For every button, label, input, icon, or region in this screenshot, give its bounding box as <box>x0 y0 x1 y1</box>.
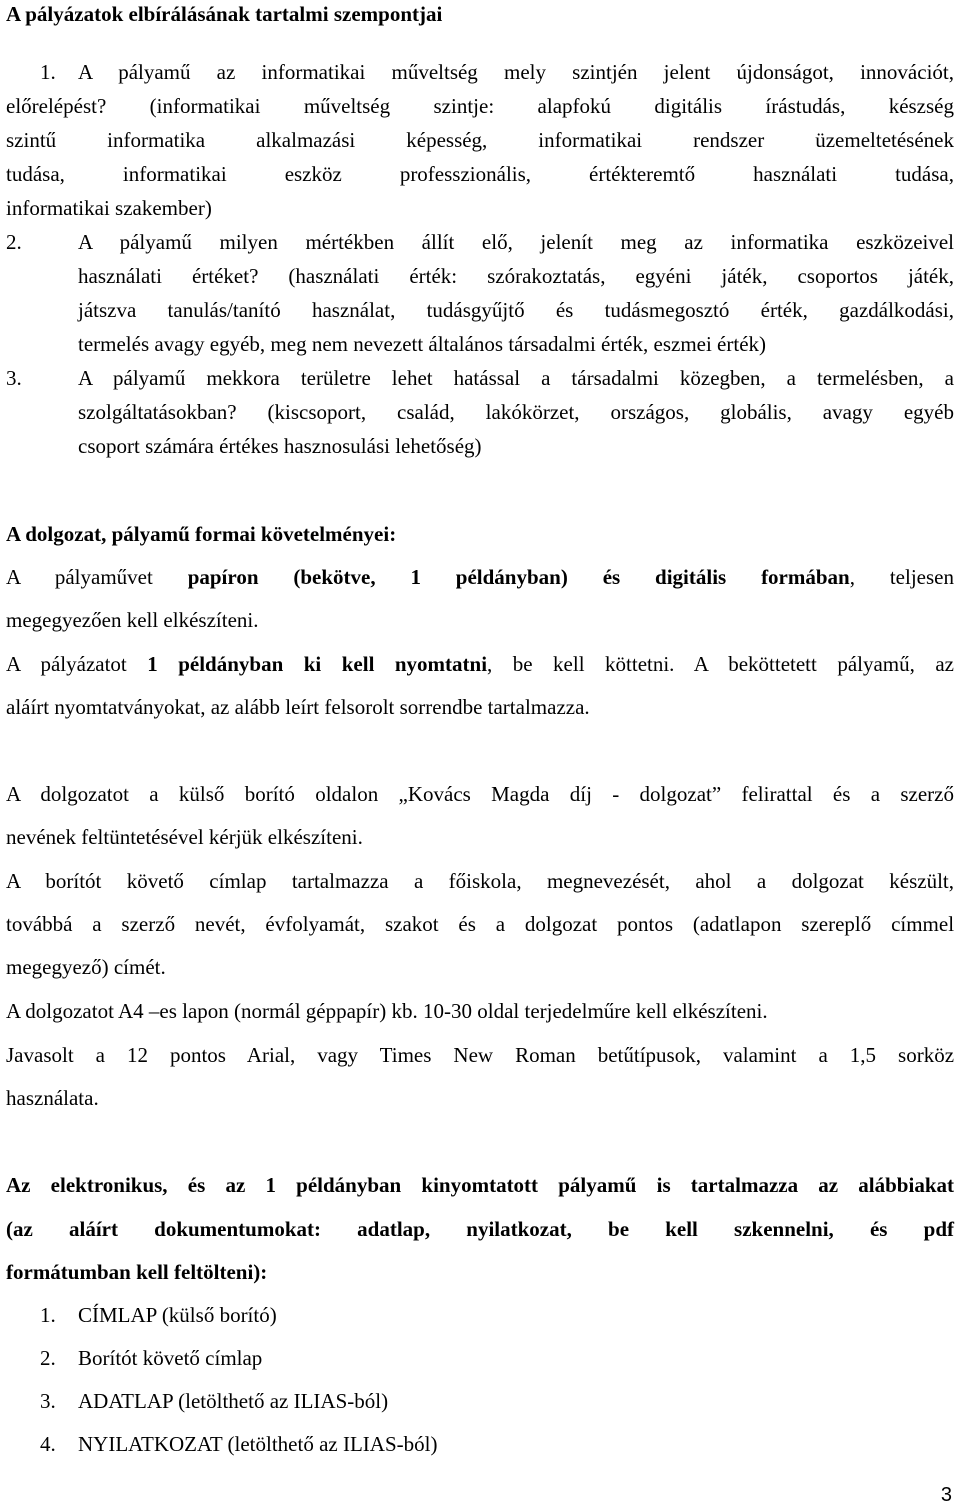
criteria-item-2-line-3: játszva tanulás/tanító használat, tudásgyűjtő és tudásmegosztó érték, gazdálkodási, <box>78 298 954 322</box>
criteria-item-3-line-3: csoport számára értékes hasznosulási lehetőség) <box>78 434 482 458</box>
formal-paragraph-6-line-2: használata. <box>6 1086 99 1110</box>
criteria-item-1-line-3: szintű informatika alkalmazási képesség, informatikai rendszer üzemeltetésének <box>6 128 954 152</box>
formal-paragraph-5: A dolgozatot A4 –es lapon (normál géppapír) kb. 10-30 oldal terjedelműre kell elkészíteni. <box>6 999 768 1023</box>
formal-paragraph-3-line-2: nevének feltüntetésével kérjük elkészíteni. <box>6 825 363 849</box>
criteria-item-3-line-2: szolgáltatásokban? (kiscsoport, család, lakókörzet, országos, globális, avagy egyéb <box>78 400 954 424</box>
list-item-number: 2. <box>40 1346 56 1370</box>
criteria-item-1-number: 1. <box>40 60 56 84</box>
formal-paragraph-2-line-2: aláírt nyomtatványokat, az alább leírt felsorolt sorrendbe tartalmazza. <box>6 695 590 719</box>
formal-paragraph-4-line-2: továbbá a szerző nevét, évfolyamát, szakot és a dolgozat pontos (adatlapon szereplő címmel <box>6 912 955 936</box>
list-item-text: CÍMLAP (külső borító) <box>78 1303 277 1327</box>
criteria-item-3-line-1: A pályamű mekkora területre lehet hatással a társadalmi közegben, a termelésben, a <box>78 366 954 390</box>
list-item-number: 1. <box>40 1303 56 1327</box>
page-number: 3 <box>940 1484 952 1506</box>
list-item-number: 4. <box>40 1432 56 1456</box>
list-item-text: Borítót követő címlap <box>78 1346 263 1370</box>
criteria-item-2-line-2: használati értéket? (használati érték: szórakoztatás, egyéni játék, csoportos játék, <box>78 264 954 288</box>
criteria-item-2-line-4: termelés avagy egyéb, meg nem nevezett általános társadalmi érték, eszmei érték) <box>78 332 767 356</box>
formal-paragraph-2-line-1: A pályázatot 1 példányban ki kell nyomtatni, be kell köttetni. A beköttetett pályamű, az <box>6 652 954 676</box>
criteria-item-1-line-5: informatikai szakember) <box>6 196 212 220</box>
formal-paragraph-4-line-1: A borítót követő címlap tartalmazza a főiskola, megnevezését, ahol a dolgozat készült, <box>6 869 955 893</box>
criteria-item-1-line-1: A pályamű az informatikai műveltség mely szintjén jelent újdonságot, innovációt, <box>78 60 954 84</box>
criteria-item-2-number: 2. <box>6 230 22 254</box>
list-item-number: 3. <box>40 1389 56 1413</box>
criteria-heading: A pályázatok elbírálásának tartalmi szempontjai <box>6 2 443 26</box>
criteria-item-1-line-4: tudása, informatikai eszköz professzionális, értékteremtő használati tudása, <box>6 162 954 186</box>
formal-paragraph-1-line-2: megegyezően kell elkészíteni. <box>6 608 259 632</box>
formal-paragraph-4-line-3: megegyező) címét. <box>6 955 166 979</box>
formal-paragraph-3-line-1: A dolgozatot a külső borító oldalon „Kovács Magda díj - dolgozat” felirattal és a szerző <box>6 782 954 806</box>
criteria-item-1-line-2: előrelépést? (informatikai műveltség szintje: alapfokú digitális írástudás, készség <box>6 94 954 118</box>
electronic-heading-line-1: Az elektronikus, és az 1 példányban kinyomtatott pályamű is tartalmazza az alábbiakat <box>6 1173 954 1197</box>
list-item-text: NYILATKOZAT (letölthető az ILIAS-ból) <box>78 1432 438 1456</box>
electronic-heading-line-2: (az aláírt dokumentumokat: adatlap, nyilatkozat, be kell szkennelni, és pdf <box>6 1217 954 1241</box>
formal-heading: A dolgozat, pályamű formai követelményei: <box>6 522 397 546</box>
criteria-item-3-number: 3. <box>6 366 22 390</box>
formal-paragraph-1-line-1: A pályaművet papíron (bekötve, 1 példányban) és digitális formában, teljesen <box>6 565 954 589</box>
criteria-item-2-line-1: A pályamű milyen mértékben állít elő, jelenít meg az informatika eszközeivel <box>78 230 955 254</box>
list-item-text: ADATLAP (letölthető az ILIAS-ból) <box>78 1389 389 1413</box>
formal-paragraph-6-line-1: Javasolt a 12 pontos Arial, vagy Times New Roman betűtípusok, valamint a 1,5 sorköz <box>6 1043 955 1067</box>
electronic-heading-line-3: formátumban kell feltölteni): <box>6 1260 268 1284</box>
